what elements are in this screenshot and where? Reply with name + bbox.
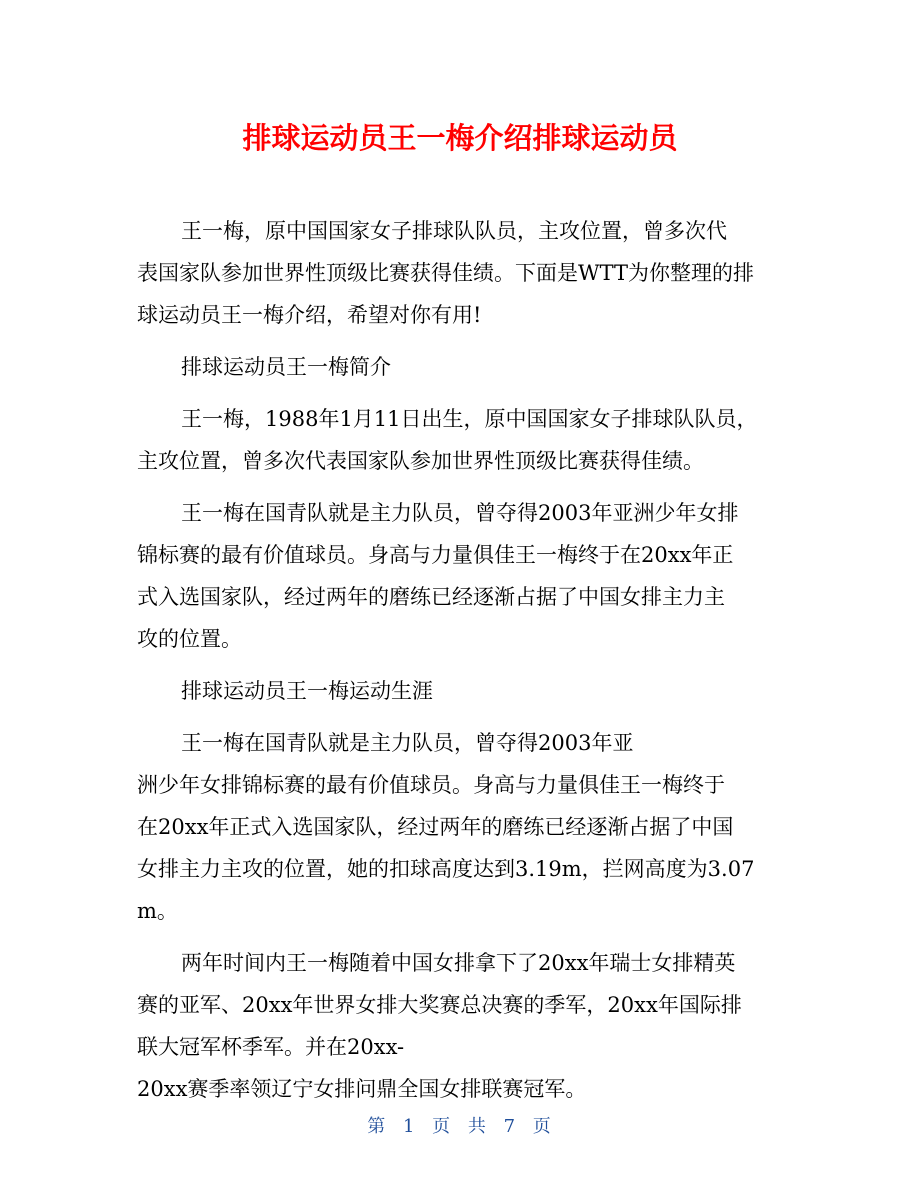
section-heading: 排球运动员王一梅运动生涯: [181, 679, 433, 703]
text-line: 联大冠军杯季军。并在20xx-: [137, 1035, 405, 1059]
text-line: 攻的位置。: [137, 627, 242, 651]
footer-label-gong: 共: [467, 1116, 488, 1137]
page-footer: [0, 1112, 920, 1138]
text-line: 洲少年女排锦标赛的最有价值球员。身高与力量俱佳王一梅终于: [137, 773, 725, 797]
text-line: 主攻位置，曾多次代表国家队参加世界性顶级比赛获得佳绩。: [137, 449, 704, 473]
text-line: 赛的亚军、20xx年世界女排大奖赛总决赛的季军，20xx年国际排: [137, 993, 742, 1017]
text-line: 女排主力主攻的位置，她的扣球高度达到3.19m，拦网高度为3.07: [137, 857, 755, 881]
footer-label-di: 第: [367, 1116, 388, 1137]
text-line: 锦标赛的最有价值球员。身高与力量俱佳王一梅终于在20xx年正: [137, 543, 734, 567]
text-line: 表国家队参加世界性顶级比赛获得佳绩。下面是WTT为你整理的排: [137, 261, 754, 285]
text-line: 球运动员王一梅介绍，希望对你有用!: [137, 303, 482, 327]
text-line: 王一梅在国青队就是主力队员，曾夺得2003年亚: [181, 731, 634, 755]
footer-label-ye: 页: [432, 1116, 453, 1137]
text-line: 两年时间内王一梅随着中国女排拿下了20xx年瑞士女排精英: [181, 951, 736, 975]
text-line: 20xx赛季率领辽宁女排问鼎全国女排联赛冠军。: [137, 1077, 587, 1101]
footer-label-ye2: 页: [532, 1116, 553, 1137]
text-line: m。: [137, 899, 178, 923]
document-body: [137, 210, 777, 1110]
text-line: 王一梅，原中国国家女子排球队队员，主攻位置，曾多次代: [181, 219, 727, 243]
footer-total-pages: 7: [503, 1116, 518, 1137]
page-title: 排球运动员王一梅介绍排球运动员: [242, 121, 678, 155]
text-line: 在20xx年正式入选国家队，经过两年的磨练已经逐渐占据了中国: [137, 815, 734, 839]
section-heading: 排球运动员王一梅简介: [181, 355, 391, 379]
text-line: 式入选国家队，经过两年的磨练已经逐渐占据了中国女排主力主: [137, 585, 725, 609]
text-line: 王一梅在国青队就是主力队员，曾夺得2003年亚洲少年女排: [181, 501, 739, 525]
footer-current-page: 1: [402, 1116, 417, 1137]
text-line: 王一梅，1988年1月11日出生，原中国国家女子排球队队员，: [181, 407, 758, 431]
